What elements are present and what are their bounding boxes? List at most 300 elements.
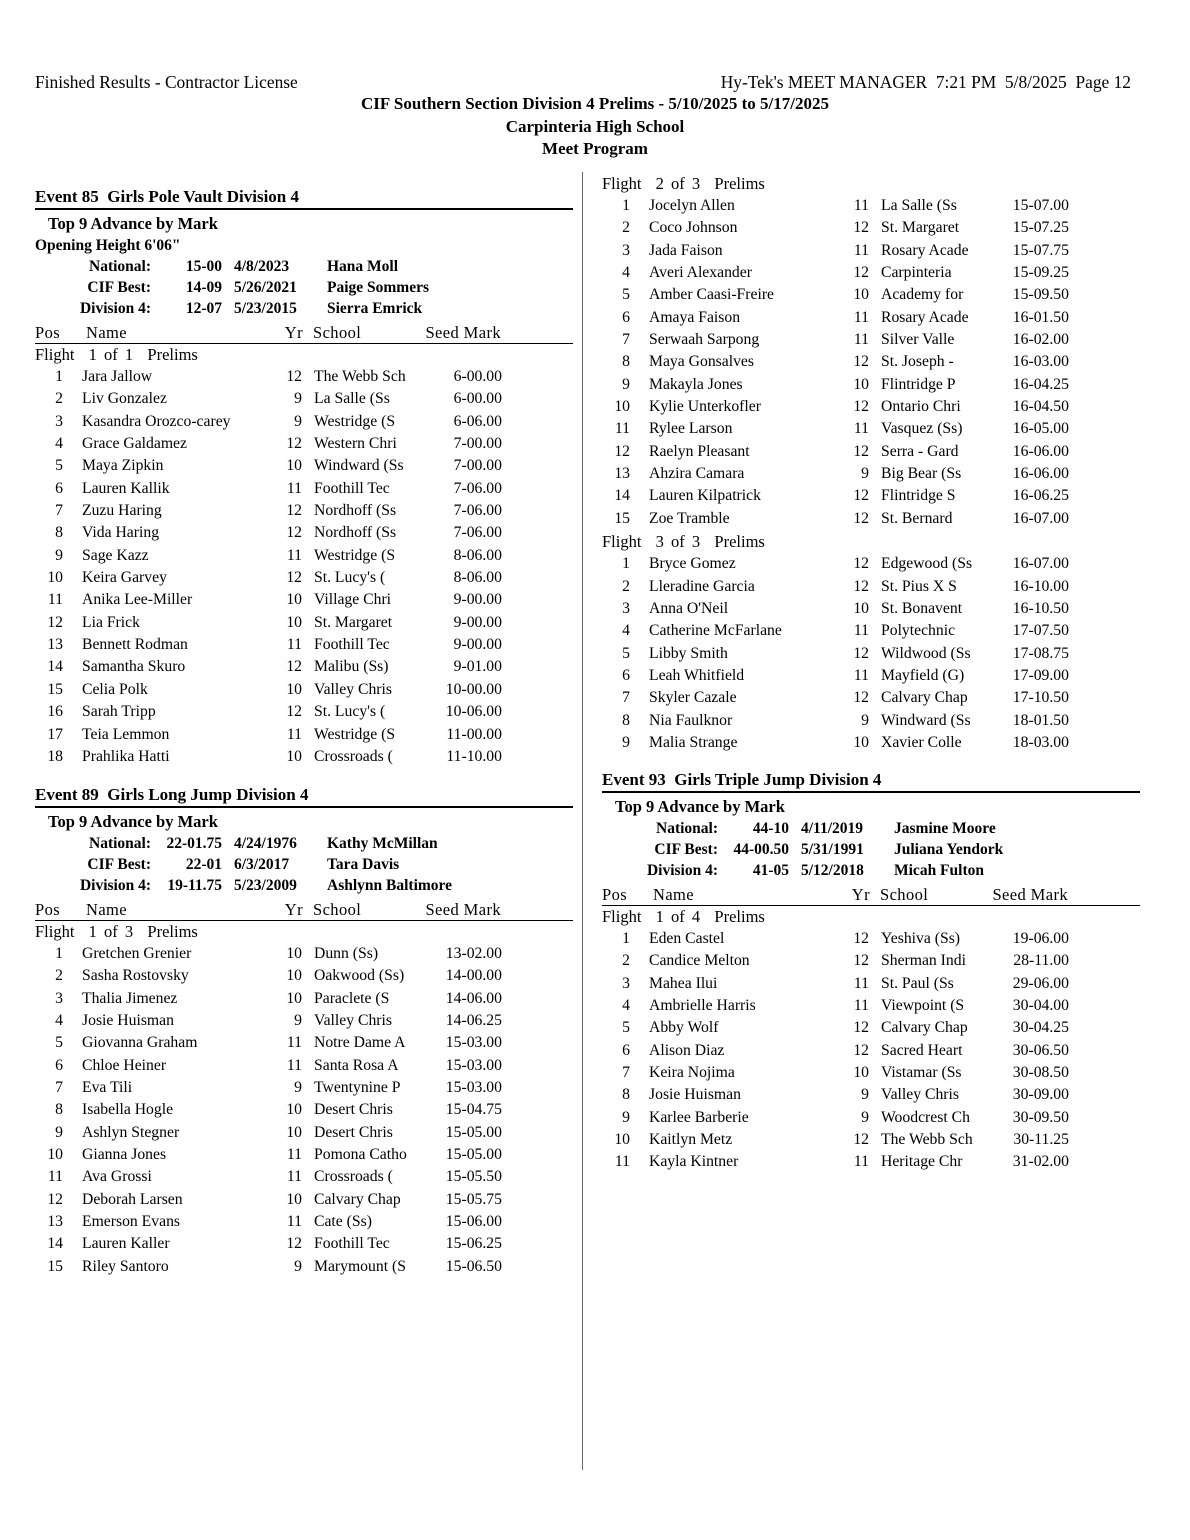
column-header-row — [35, 322, 573, 344]
column-header-seed: Seed Mark — [992, 885, 1068, 904]
athlete-name: Lauren Kallik — [82, 479, 170, 497]
athlete-name: Keira Garvey — [82, 569, 167, 587]
school-name: Vistamar (Ss — [881, 1064, 962, 1082]
result-row — [602, 1129, 1140, 1151]
athlete-year: 12 — [286, 658, 302, 676]
seed-mark: 7-00.00 — [453, 435, 502, 453]
school-name: Windward (Ss — [881, 711, 971, 729]
record-date: 4/24/1976 — [234, 835, 297, 852]
opening-height: Opening Height 6'06" — [35, 237, 181, 254]
event-89-section — [35, 783, 573, 1278]
record-line — [602, 839, 1140, 860]
athlete-year: 9 — [861, 711, 869, 729]
result-row — [602, 240, 1140, 262]
athlete-name: Averi Alexander — [649, 264, 752, 282]
result-row — [602, 1040, 1140, 1062]
school-name: Nordhoff (Ss — [314, 524, 397, 542]
athlete-name: Jocelyn Allen — [649, 197, 735, 214]
athlete-year: 10 — [286, 747, 302, 765]
athlete-name: Anika Lee-Miller — [82, 591, 193, 609]
result-row — [602, 598, 1140, 620]
athlete-year: 9 — [861, 1108, 869, 1126]
athlete-year: 12 — [853, 644, 869, 662]
athlete-name: Thalia Jimenez — [82, 989, 178, 1007]
athlete-name: Eva Tili — [82, 1079, 133, 1097]
athlete-name: Riley Santoro — [82, 1257, 169, 1275]
athlete-name: Kaitlyn Metz — [649, 1131, 733, 1149]
seed-mark: 16-03.00 — [1012, 353, 1069, 371]
flight-label: Flight 3 of 3 Prelims — [602, 532, 765, 552]
athlete-name: Coco Johnson — [649, 219, 738, 237]
result-position: 9 — [55, 1123, 63, 1141]
seed-mark: 15-05.50 — [445, 1168, 502, 1186]
school-name: Valley Chris — [314, 680, 392, 698]
athlete-year: 10 — [286, 613, 302, 631]
result-row — [602, 928, 1140, 950]
school-name: Sherman Indi — [881, 952, 966, 970]
seed-mark: 17-10.50 — [1012, 689, 1069, 707]
result-position: 1 — [55, 945, 63, 962]
school-name: Ontario Chri — [881, 398, 961, 416]
result-row — [35, 724, 573, 746]
school-name: Academy for — [881, 286, 964, 304]
result-row — [602, 1084, 1140, 1106]
athlete-name: Maya Gonsalves — [649, 353, 754, 371]
athlete-year: 12 — [853, 930, 869, 947]
seed-mark: 15-05.75 — [445, 1190, 502, 1208]
athlete-year: 9 — [294, 390, 302, 408]
athlete-year: 12 — [286, 569, 302, 587]
school-name: Nordhoff (Ss — [314, 502, 397, 520]
column-header-pos: Pos — [35, 323, 61, 342]
result-position: 4 — [622, 997, 630, 1015]
result-position: 13 — [47, 1213, 63, 1231]
school-name: Cate (Ss) — [314, 1213, 372, 1231]
result-position: 16 — [47, 703, 63, 721]
athlete-year: 11 — [286, 1034, 302, 1052]
record-mark: 41-05 — [752, 862, 789, 879]
school-name: Westridge (S — [314, 412, 396, 430]
seed-mark: 14-00.00 — [445, 967, 502, 985]
athlete-year: 12 — [853, 577, 869, 595]
athlete-year: 12 — [286, 1235, 302, 1253]
result-row — [35, 965, 573, 987]
flight-results — [602, 553, 1140, 754]
result-row — [602, 732, 1140, 754]
school-name: Desert Chris — [314, 1123, 393, 1141]
flight-results — [35, 366, 573, 768]
athlete-year: 11 — [853, 974, 869, 992]
result-row — [602, 262, 1140, 284]
athlete-year: 11 — [853, 666, 869, 684]
athlete-year: 11 — [286, 1213, 302, 1231]
school-name: Heritage Chr — [881, 1153, 963, 1171]
result-position: 10 — [614, 1131, 630, 1149]
athlete-year: 12 — [853, 487, 869, 505]
seed-mark: 17-08.75 — [1012, 644, 1069, 662]
record-mark: 12-07 — [185, 300, 222, 317]
document-type: Meet Program — [542, 139, 648, 158]
result-row — [602, 1062, 1140, 1084]
record-label: Division 4: — [646, 862, 718, 879]
result-row — [35, 1233, 573, 1255]
result-position: 1 — [622, 197, 630, 214]
result-position: 7 — [622, 1064, 630, 1082]
record-date: 5/12/2018 — [801, 862, 864, 879]
athlete-name: Gianna Jones — [82, 1146, 167, 1164]
result-row — [35, 1099, 573, 1121]
seed-mark: 9-00.00 — [453, 636, 502, 654]
result-row — [602, 620, 1140, 642]
school-name: St. Pius X S — [881, 577, 957, 595]
athlete-year: 12 — [853, 353, 869, 371]
result-position: 11 — [47, 1168, 63, 1186]
school-name: Village Chri — [314, 591, 392, 609]
result-position: 12 — [614, 442, 630, 460]
result-position: 15 — [614, 509, 630, 527]
result-position: 3 — [55, 412, 63, 430]
column-header-yr: Yr — [284, 323, 303, 342]
event-89-continued — [602, 173, 1140, 754]
result-row — [35, 411, 573, 433]
athlete-name: Vida Haring — [82, 524, 160, 542]
result-row — [35, 478, 573, 500]
seed-mark: 9-00.00 — [453, 613, 502, 631]
athlete-year: 11 — [286, 636, 302, 654]
event-records — [35, 256, 573, 319]
result-position: 6 — [622, 1041, 630, 1059]
result-position: 9 — [622, 1108, 630, 1126]
school-name: Polytechnic — [881, 622, 956, 640]
seed-mark: 15-07.25 — [1012, 219, 1069, 237]
result-position: 7 — [622, 689, 630, 707]
seed-mark: 19-06.00 — [1012, 930, 1069, 947]
athlete-name: Malia Strange — [649, 733, 738, 751]
seed-mark: 11-10.00 — [446, 747, 502, 765]
seed-mark: 15-05.00 — [445, 1123, 502, 1141]
result-row — [602, 351, 1140, 373]
result-row — [35, 366, 573, 388]
result-position: 1 — [622, 555, 630, 573]
record-label: CIF Best: — [87, 279, 151, 296]
athlete-year: 11 — [853, 241, 869, 259]
result-position: 13 — [47, 636, 63, 654]
record-holder: Kathy McMillan — [327, 835, 438, 852]
seed-mark: 16-04.25 — [1012, 375, 1069, 393]
result-row — [35, 1032, 573, 1054]
result-position: 8 — [55, 524, 63, 542]
result-row — [602, 441, 1140, 463]
seed-mark: 15-09.50 — [1012, 286, 1069, 304]
seed-mark: 7-06.00 — [453, 479, 502, 497]
result-position: 5 — [622, 1019, 630, 1037]
school-name: Vasquez (Ss) — [881, 420, 963, 438]
result-position: 3 — [622, 599, 630, 617]
record-line — [602, 818, 1140, 839]
school-name: Silver Valle — [881, 331, 955, 349]
school-name: St. Paul (Ss — [881, 974, 954, 992]
record-label: National: — [89, 258, 151, 275]
meet-title: CIF Southern Section Division 4 Prelims - 5/10/2025 to 5/17/2025 — [361, 94, 829, 113]
record-holder: Hana Moll — [327, 258, 399, 275]
result-row — [602, 508, 1140, 530]
result-position: 10 — [47, 569, 63, 587]
seed-mark: 15-06.50 — [445, 1257, 502, 1275]
athlete-year: 12 — [286, 435, 302, 453]
athlete-name: Raelyn Pleasant — [649, 442, 750, 460]
result-row — [35, 500, 573, 522]
athlete-name: Ava Grossi — [82, 1168, 152, 1186]
athlete-name: Rylee Larson — [649, 420, 733, 438]
athlete-year: 12 — [286, 703, 302, 721]
seed-mark: 16-06.00 — [1012, 465, 1069, 483]
athlete-year: 10 — [286, 989, 302, 1007]
seed-mark: 28-11.00 — [1013, 952, 1069, 970]
seed-mark: 16-07.00 — [1012, 509, 1069, 527]
athlete-name: Chloe Heiner — [82, 1056, 167, 1074]
column-header-school: School — [880, 885, 929, 904]
result-position: 6 — [55, 479, 63, 497]
event-85-section — [35, 185, 573, 768]
result-row — [35, 1256, 573, 1278]
athlete-year: 12 — [853, 1131, 869, 1149]
athlete-name: Eden Castel — [649, 930, 725, 947]
seed-mark: 30-04.25 — [1012, 1019, 1069, 1037]
school-name: Yeshiva (Ss) — [881, 930, 961, 947]
column-header-school: School — [313, 900, 362, 919]
result-position: 14 — [47, 1235, 63, 1253]
record-line — [35, 875, 573, 896]
school-name: Santa Rosa A — [314, 1056, 399, 1074]
athlete-name: Amaya Faison — [649, 308, 741, 326]
seed-mark: 17-07.50 — [1012, 622, 1069, 640]
athlete-name: Deborah Larsen — [82, 1190, 183, 1208]
seed-mark: 30-11.25 — [1013, 1131, 1069, 1149]
athlete-name: Libby Smith — [649, 644, 728, 662]
record-holder: Tara Davis — [327, 856, 400, 873]
record-holder: Sierra Emrick — [327, 300, 423, 317]
seed-mark: 17-09.00 — [1012, 666, 1069, 684]
athlete-year: 12 — [853, 264, 869, 282]
result-position: 17 — [47, 725, 63, 743]
athlete-name: Lleradine Garcia — [649, 577, 755, 595]
seed-mark: 15-03.00 — [445, 1079, 502, 1097]
result-row — [35, 1144, 573, 1166]
seed-mark: 30-09.00 — [1012, 1086, 1069, 1104]
seed-mark: 7-00.00 — [453, 457, 502, 475]
athlete-name: Josie Huisman — [82, 1012, 174, 1030]
athlete-name: Gretchen Grenier — [82, 945, 192, 962]
result-row — [35, 1010, 573, 1032]
result-row — [602, 687, 1140, 709]
result-position: 4 — [622, 622, 630, 640]
result-position: 2 — [622, 219, 630, 237]
athlete-year: 11 — [853, 1153, 869, 1171]
seed-mark: 6-00.00 — [453, 368, 502, 385]
athlete-name: Leah Whitfield — [649, 666, 745, 684]
school-name: The Webb Sch — [881, 1131, 973, 1149]
record-holder: Micah Fulton — [894, 862, 984, 879]
athlete-name: Abby Wolf — [649, 1019, 719, 1037]
result-position: 2 — [55, 967, 63, 985]
software-timestamp-page: Hy-Tek's MEET MANAGER 7:21 PM 5/8/2025 Page 12 — [720, 72, 1131, 92]
result-position: 8 — [55, 1101, 63, 1119]
athlete-name: Zoe Tramble — [649, 509, 730, 527]
athlete-year: 9 — [294, 412, 302, 430]
record-mark: 15-00 — [185, 258, 222, 275]
column-header-seed: Seed Mark — [425, 900, 501, 919]
athlete-year: 10 — [286, 1101, 302, 1119]
athlete-year: 11 — [853, 622, 869, 640]
athlete-year: 12 — [853, 555, 869, 573]
result-position: 5 — [622, 644, 630, 662]
seed-mark: 18-01.50 — [1012, 711, 1069, 729]
athlete-year: 12 — [286, 368, 302, 385]
record-label: National: — [89, 835, 151, 852]
seed-mark: 30-06.50 — [1012, 1041, 1069, 1059]
record-date: 4/8/2023 — [234, 258, 290, 275]
seed-mark: 10-06.00 — [445, 703, 502, 721]
result-row — [602, 710, 1140, 732]
seed-mark: 10-00.00 — [445, 680, 502, 698]
result-position: 5 — [55, 1034, 63, 1052]
athlete-year: 11 — [286, 546, 302, 564]
school-name: Desert Chris — [314, 1101, 393, 1119]
athlete-name: Keira Nojima — [649, 1064, 735, 1082]
result-row — [35, 988, 573, 1010]
school-name: Foothill Tec — [314, 479, 390, 497]
athlete-year: 12 — [853, 689, 869, 707]
school-name: Viewpoint (S — [881, 997, 965, 1015]
athlete-name: Nia Faulknor — [649, 711, 733, 729]
result-row — [602, 374, 1140, 396]
record-holder: Juliana Yendork — [894, 841, 1004, 858]
seed-mark: 15-07.00 — [1012, 197, 1069, 214]
athlete-name: Grace Galdamez — [82, 435, 187, 453]
athlete-year: 11 — [286, 1146, 302, 1164]
result-row — [35, 612, 573, 634]
school-name: Rosary Acade — [881, 241, 969, 259]
result-row — [35, 634, 573, 656]
result-row — [602, 217, 1140, 239]
school-name: La Salle (Ss — [881, 197, 957, 214]
school-name: Flintridge S — [881, 487, 956, 505]
seed-mark: 15-07.75 — [1012, 241, 1069, 259]
school-name: Woodcrest Ch — [881, 1108, 970, 1126]
column-header-pos: Pos — [602, 885, 628, 904]
athlete-year: 12 — [853, 952, 869, 970]
result-position: 2 — [622, 577, 630, 595]
result-row — [602, 463, 1140, 485]
athlete-name: Jada Faison — [649, 241, 723, 259]
meet-venue: Carpinteria High School — [505, 117, 685, 136]
result-position: 6 — [622, 308, 630, 326]
result-position: 14 — [47, 658, 63, 676]
athlete-name: Jara Jallow — [82, 368, 153, 385]
record-mark: 22-01 — [185, 856, 222, 873]
column-header-pos: Pos — [35, 900, 61, 919]
seed-mark: 15-03.00 — [445, 1056, 502, 1074]
athlete-year: 11 — [286, 479, 302, 497]
result-row — [602, 284, 1140, 306]
result-row — [602, 396, 1140, 418]
school-name: Westridge (S — [314, 725, 396, 743]
athlete-year: 10 — [286, 945, 302, 962]
athlete-name: Maya Zipkin — [82, 457, 164, 475]
school-name: St. Lucy's ( — [314, 569, 386, 587]
athlete-name: Karlee Barberie — [649, 1108, 749, 1126]
record-line — [35, 833, 573, 854]
result-row — [602, 973, 1140, 995]
result-row — [602, 418, 1140, 440]
flight-results — [602, 928, 1140, 1174]
result-row — [35, 746, 573, 768]
result-position: 6 — [55, 1056, 63, 1074]
result-row — [602, 485, 1140, 507]
athlete-name: Ambrielle Harris — [649, 997, 756, 1015]
record-mark: 22-01.75 — [166, 835, 222, 852]
result-position: 1 — [622, 930, 630, 947]
record-line — [35, 256, 573, 277]
column-header-yr: Yr — [284, 900, 303, 919]
seed-mark: 9-00.00 — [453, 591, 502, 609]
school-name: Western Chri — [314, 435, 397, 453]
athlete-year: 10 — [853, 286, 869, 304]
event-records — [35, 833, 573, 896]
athlete-name: Liv Gonzalez — [82, 390, 167, 408]
school-name: La Salle (Ss — [314, 390, 390, 408]
result-row — [602, 643, 1140, 665]
result-position: 8 — [622, 353, 630, 371]
seed-mark: 15-05.00 — [445, 1146, 502, 1164]
record-label: Division 4: — [79, 877, 151, 894]
seed-mark: 14-06.25 — [445, 1012, 502, 1030]
school-name: Marymount (S — [314, 1257, 406, 1275]
school-name: St. Margaret — [881, 219, 960, 237]
athlete-year: 11 — [286, 1168, 302, 1186]
column-header-yr: Yr — [851, 885, 870, 904]
result-position: 3 — [622, 241, 630, 259]
school-name: St. Joseph - — [881, 353, 954, 371]
athlete-name: Ahzira Camara — [649, 465, 745, 483]
report-license-label: Finished Results - Contractor License — [35, 72, 298, 92]
result-row — [35, 1166, 573, 1188]
seed-mark: 15-04.75 — [445, 1101, 502, 1119]
school-name: Oakwood (Ss) — [314, 967, 405, 985]
record-line — [35, 854, 573, 875]
record-date: 6/3/2017 — [234, 856, 290, 873]
record-label: National: — [656, 820, 718, 837]
school-name: The Webb Sch — [314, 368, 406, 385]
column-header-seed: Seed Mark — [425, 323, 501, 342]
athlete-name: Sage Kazz — [82, 546, 149, 564]
school-name: Westridge (S — [314, 546, 396, 564]
result-row — [602, 329, 1140, 351]
event-title: Event 85 Girls Pole Vault Division 4 — [35, 185, 573, 210]
school-name: St. Bernard — [881, 509, 953, 527]
athlete-name: Bryce Gomez — [649, 555, 736, 573]
athlete-year: 10 — [286, 1123, 302, 1141]
seed-mark: 7-06.00 — [453, 524, 502, 542]
seed-mark: 8-06.00 — [453, 546, 502, 564]
athlete-name: Kasandra Orozco-carey — [82, 412, 231, 430]
result-row — [602, 665, 1140, 687]
seed-mark: 30-09.50 — [1012, 1108, 1069, 1126]
seed-mark: 16-02.00 — [1012, 331, 1069, 349]
school-name: Big Bear (Ss — [881, 465, 962, 483]
school-name: Notre Dame A — [314, 1034, 406, 1052]
athlete-name: Giovanna Graham — [82, 1034, 198, 1052]
